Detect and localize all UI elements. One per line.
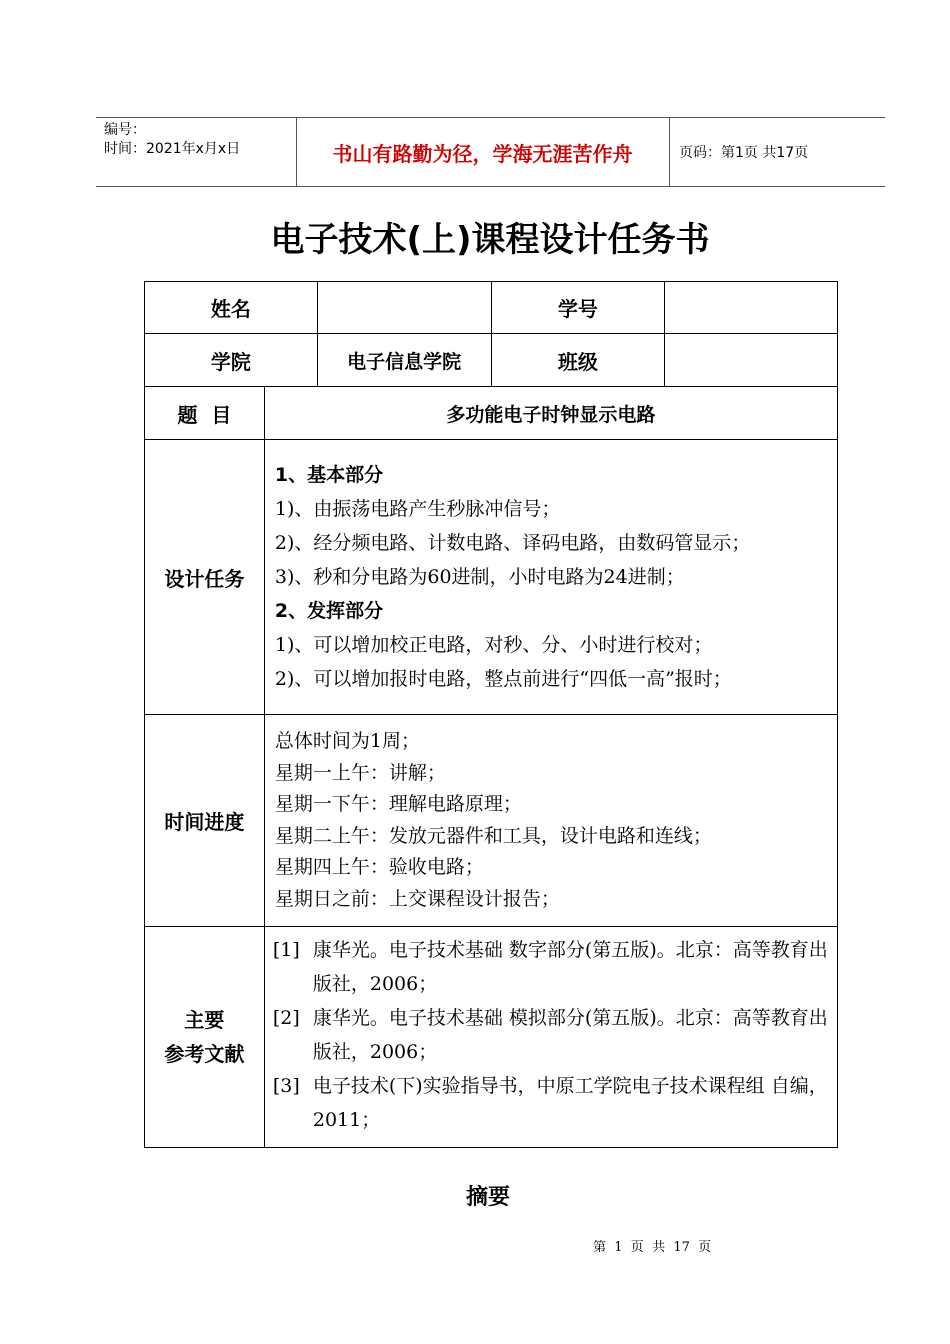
table-row <box>145 387 838 440</box>
task-line: 1)、由振荡电路产生秒脉冲信号； <box>274 498 561 520</box>
table-row <box>145 334 838 387</box>
reference-item <box>273 1069 829 1137</box>
task-line: 3)、秒和分电路为60进制，小时电路为24进制； <box>274 566 685 588</box>
reference-number: [1] <box>272 939 300 961</box>
topic-label: 题 目 <box>145 387 265 440</box>
references-label <box>145 927 265 1148</box>
reference-text: 康华光。电子技术基础 数字部分(第五版)。北京：高等教育出版社，2006； <box>312 939 828 995</box>
topic-value: 多功能电子时钟显示电路 <box>264 387 837 440</box>
reference-text: 电子技术(下)实验指导书，中原工学院电子技术课程组 自编，2011； <box>312 1075 828 1131</box>
time-label: 时间：2021年x月x日 <box>104 141 241 157</box>
reference-number: [2] <box>272 1007 300 1029</box>
name-value <box>317 282 491 334</box>
reference-item <box>273 1001 829 1069</box>
table-row <box>145 282 838 334</box>
references-content <box>264 927 837 1148</box>
document-title: 电子技术(上)课程设计任务书 <box>270 220 710 260</box>
header-motto: 书山有路勤为径，学海无涯苦作舟 <box>296 118 670 186</box>
student-id-label: 学号 <box>491 282 665 334</box>
references-label-line: 主要 <box>184 1008 225 1032</box>
task-line: 1)、可以增加校正电路，对秒、分、小时进行校对； <box>274 634 713 656</box>
header-page-info <box>669 118 885 186</box>
schedule-line: 星期一上午：讲解； <box>274 761 446 784</box>
college-value: 电子信息学院 <box>317 334 491 387</box>
schedule-label: 时间进度 <box>145 715 265 927</box>
reference-item <box>273 933 829 1001</box>
task-line: 2)、可以增加报时电路，整点前进行“四低一高”报时； <box>274 668 732 690</box>
task-table <box>144 281 838 1148</box>
reference-number: [3] <box>272 1075 300 1097</box>
page-header <box>96 117 885 187</box>
task-line: 1、基本部分 <box>274 464 384 486</box>
student-id-value <box>665 282 838 334</box>
table-row <box>145 715 838 927</box>
abstract-heading: 摘要 <box>466 1185 511 1210</box>
class-value <box>665 334 838 387</box>
task-line: 2)、经分频电路、计数电路、译码电路，由数码管显示； <box>274 532 751 554</box>
page-label: 页码：第1页 共17页 <box>679 145 809 161</box>
header-meta <box>96 118 297 186</box>
schedule-line: 星期二上午：发放元器件和工具，设计电路和连线； <box>274 824 712 847</box>
task-line: 2、发挥部分 <box>274 600 384 622</box>
college-label: 学院 <box>145 334 318 387</box>
class-label: 班级 <box>491 334 665 387</box>
table-row <box>145 927 838 1148</box>
schedule-content <box>264 715 837 927</box>
number-label: 编号： <box>104 122 146 138</box>
schedule-line: 星期日之前：上交课程设计报告； <box>274 887 560 910</box>
page-footer: 第 1 页 共 17 页 <box>593 1240 712 1255</box>
task-label: 设计任务 <box>145 440 265 715</box>
schedule-line: 星期一下午：理解电路原理； <box>274 793 522 815</box>
schedule-line: 星期四上午：验收电路； <box>274 856 484 878</box>
name-label: 姓名 <box>145 282 318 334</box>
task-content <box>264 440 837 715</box>
table-row <box>145 440 838 715</box>
schedule-line: 总体时间为1周； <box>274 730 420 752</box>
reference-text: 康华光。电子技术基础 模拟部分(第五版)。北京：高等教育出版社，2006； <box>312 1007 828 1063</box>
references-label-line: 参考文献 <box>164 1042 245 1066</box>
